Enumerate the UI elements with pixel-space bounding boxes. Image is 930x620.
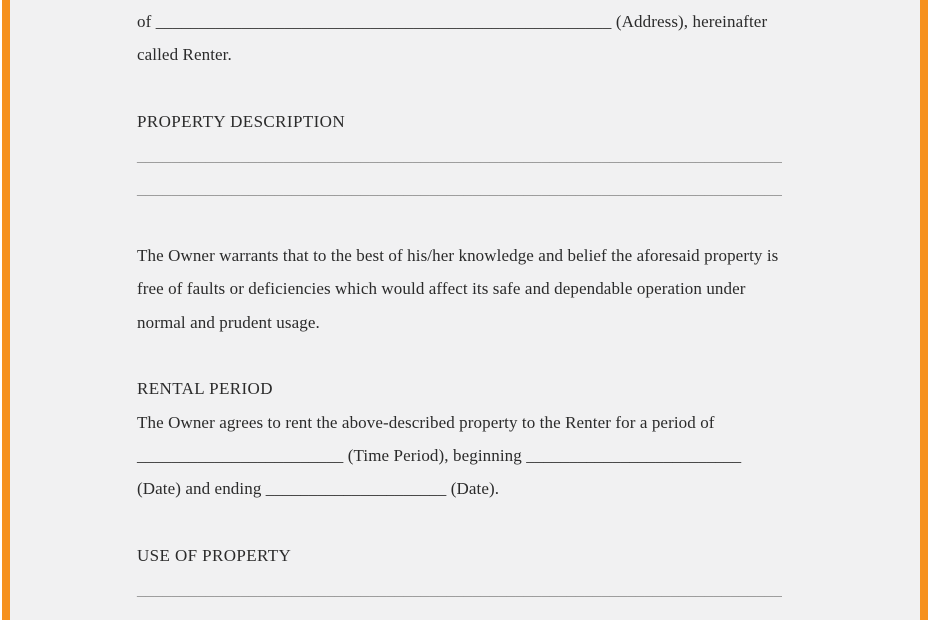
rental-period-line-2: ________________________ (Time Period), beginning _________________________ [137,446,742,466]
section-gap [137,339,857,372]
section-gap [137,205,857,238]
use-of-property-heading: USE OF PROPERTY [137,546,292,566]
section-gap [137,506,857,539]
rental-agreement-body [137,5,857,606]
right-accent-border [920,0,928,620]
rental-period-line-3: (Date) and ending _____________________ (Date). [137,479,500,499]
property-description-blank-line-1: ___________________________________________________________________________ [137,145,782,165]
rental-period-heading: RENTAL PERIOD [137,379,273,399]
warranty-paragraph-line-3: normal and prudent usage. [137,312,320,332]
section-gap [137,72,857,105]
warranty-paragraph-line-1: The Owner warrants that to the best of his/her knowledge and belief the aforesaid property is [137,245,779,265]
use-of-property-blank-line: ___________________________________________________________________________ [137,579,782,599]
rental-period-line-1: The Owner agrees to rent the above-described property to the Renter for a period of [137,412,715,432]
called-renter-line: called Renter. [137,45,232,65]
property-description-blank-line-2: ___________________________________________________________________________ [137,178,782,198]
address-blank-line: of _____________________________________________________ (Address), hereinafter [137,12,768,31]
document-page [10,0,920,620]
warranty-paragraph-line-2: free of faults or deficiencies which would affect its safe and dependable operation under [137,279,746,299]
property-description-heading: PROPERTY DESCRIPTION [137,112,346,132]
left-accent-border [2,0,10,620]
